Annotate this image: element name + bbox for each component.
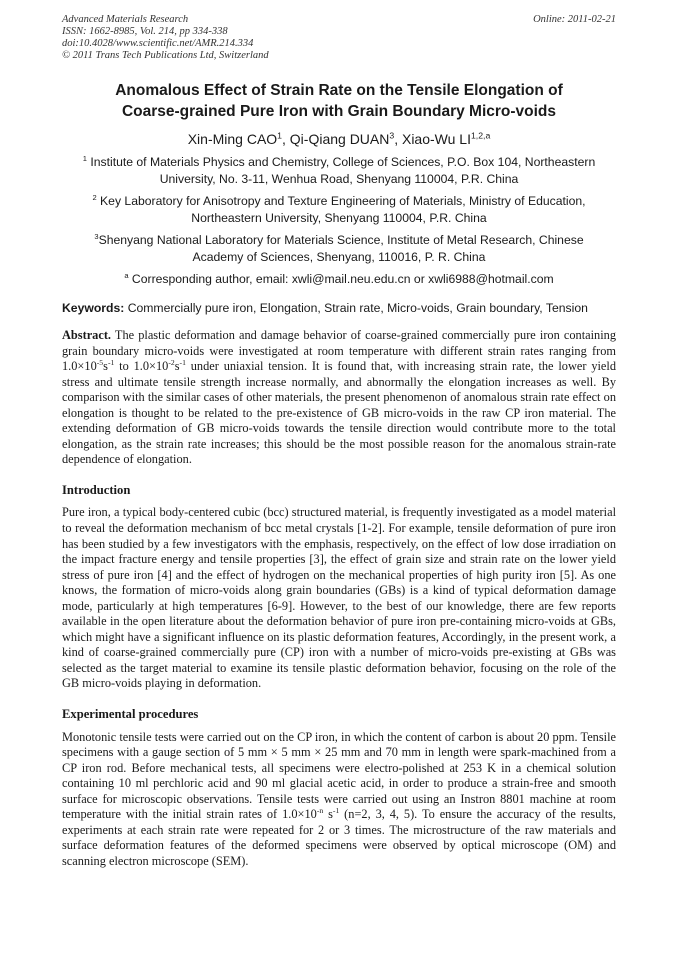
journal-header (62, 14, 616, 62)
abstract-text: s (103, 359, 108, 374)
abstract-sup: -5 (96, 357, 104, 367)
abstract-text: under uniaxial tension. It is found that, with increasing strain rate, the lower yield stress and ultimate tensile strength increase normally, and abnormally the elongation increases as well. By comparison with the similar cases of other materials, the present phenomenon of anomalous strain rate effect on elongation is thought to be related to the pre-existence of GB micro-voids in the raw CP iron material. The extending deformation of GB micro-voids towards the tensile direction would contribute more to the total elongation, as the strain rate increases; this should be the most possible reason for the anomalous strain-rate dependence of elongation. (62, 359, 616, 467)
journal-name: Advanced Materials Research (62, 14, 189, 25)
experimental-text: s (323, 807, 333, 822)
experimental-text: (n=2, 3, 4, 5). To ensure the accuracy of the results, experiments at each strain rate were repeated for 2 or 3 times. The microstructure of the raw materials and surface deformation features of the deformed specimens were observed by optical microscope (OM) and scanning electron microscope (SEM). (62, 807, 617, 868)
affiliations (62, 154, 616, 293)
issn-line: ISSN: 1662-8985, Vol. 214, pp 334-338 (62, 26, 228, 37)
affiliation (62, 154, 616, 188)
experimental-paragraph (62, 730, 616, 870)
affiliation-sup: 3 (94, 231, 99, 241)
author-name: Xiao-Wu LI (401, 131, 471, 147)
abstract-text: The plastic deformation and damage behavior of coarse-grained commercially pure iron containing grain boundary micro-voids were investigated at room temperature with different strain rates ranging from 1.0×10 (62, 328, 616, 374)
affiliation-line: Shenyang National Laboratory for Materials Science, Institute of Metal Research, Chinese (98, 233, 584, 247)
corresponding-sup: a (124, 270, 129, 280)
abstract-sup: -1 (179, 357, 186, 367)
experimental-text: Monotonic tensile tests were carried out on the CP iron, in which the content of carbon is about 20 ppm. Tensile specimens with a gauge section of 5 mm × 5 mm × 25 mm and 70 mm in length were spark-machined from a CP iron rod. Before mechanical tests, all specimens were electro-polished at 253 K in a chemical solution containing 10 ml perchloric acid and 90 ml glacial acetic acid, in order to produce a strain-free and smooth surface for microscopic observations. Tensile tests were carried out using an Instron 8801 machine at room temperature with the initial strain rates of 1.0×10 (62, 729, 616, 822)
corresponding-text: Corresponding author, email: xwli@mail.neu.edu.cn or xwli6988@hotmail.com (128, 272, 554, 286)
abstract-paragraph (62, 328, 616, 468)
abstract-text: s (174, 359, 180, 374)
affiliation-line: Key Laboratory for Anisotropy and Texture Engineering of Materials, Ministry of Education, (96, 194, 586, 208)
affiliation-line: Northeastern University, Shenyang 110004, P.R. China (191, 211, 487, 225)
copyright-line: © 2011 Trans Tech Publications Ltd, Switzerland (62, 50, 269, 61)
abstract-sup: -2 (168, 357, 175, 367)
affiliation-line: Academy of Sciences, Shenyang, 110016, P. R. China (192, 250, 486, 264)
author-sup: 1,2,a (470, 130, 491, 141)
affiliation-sup: 2 (92, 192, 97, 202)
paper-title (62, 80, 616, 122)
author-sup: 1 (277, 130, 282, 141)
keywords (62, 300, 632, 316)
abstract-label: Abstract. (62, 328, 112, 342)
keywords-text: Commercially pure iron, Elongation, Strain rate, Micro-voids, Grain boundary, Tension (124, 301, 588, 315)
experimental-heading: Experimental procedures (62, 707, 199, 722)
affiliation-line: University, No. 3-11, Wenhua Road, Shenyang 110004, P.R. China (159, 172, 519, 186)
affiliation-sup: 1 (82, 153, 87, 163)
author-separator: , (394, 131, 402, 147)
author-separator: , (282, 131, 290, 147)
keywords-label: Keywords: (62, 301, 125, 315)
affiliation (62, 232, 616, 266)
title-line-1: Anomalous Effect of Strain Rate on the Tensile Elongation of (115, 82, 563, 99)
author-list (62, 130, 616, 148)
affiliation-line: Institute of Materials Physics and Chemistry, College of Sciences, P.O. Box 104, Northeastern (86, 155, 596, 169)
author-sup: 3 (389, 130, 395, 141)
doi-line: doi:10.4028/www.scientific.net/AMR.214.334 (62, 38, 254, 49)
introduction-paragraph: Pure iron, a typical body-centered cubic (bcc) structured material, is frequently investigated as a model material to reveal the deformation mechanism of bcc metal crystals [1-2]. For example, tensile deformation of pure iron has been studied by a few investigators with the emphasis, respectively, on the effect of low dose irradiation on the impact fracture energy and tensile properties [3], the effect of grain size and strain rate on the lower yield stress of pure iron [4] and the effect of hydrogen on the mechanical properties of high purity iron [5]. As one knows, the formation of micro-voids along grain boundaries (GBs) is a kind of typical deformation damage mode, particularly at high temperatures [6-9]. However, to the best of our knowledge, there are few reports available in the open literature about the deformation behavior of pure iron pre-containing micro-voids at GBs, which might have a significant influence on its plastic deformation features, Accordingly, in the present work, a kind of coarse-grained commercially pure (CP) iron with a number of micro-voids pre-existing at GBs was selected as the target material to examine its tensile plastic deformation behavior, focusing on the role of the GB micro-voids playing in deformation. (62, 505, 616, 691)
affiliation (62, 193, 616, 227)
online-date: Online: 2011-02-21 (533, 14, 616, 25)
corresponding-author (62, 271, 616, 288)
abstract-sup: -1 (107, 357, 115, 367)
abstract-text: to 1.0×10 (114, 359, 169, 374)
paper-body (62, 328, 616, 870)
experimental-sup: -n (316, 806, 324, 816)
author-name: Xin-Ming CAO (187, 131, 278, 147)
introduction-heading: Introduction (62, 482, 131, 497)
title-line-2: Coarse-grained Pure Iron with Grain Boundary Micro-voids (121, 103, 557, 120)
author-name: Qi-Qiang DUAN (289, 131, 390, 147)
experimental-sup: -1 (332, 806, 340, 816)
